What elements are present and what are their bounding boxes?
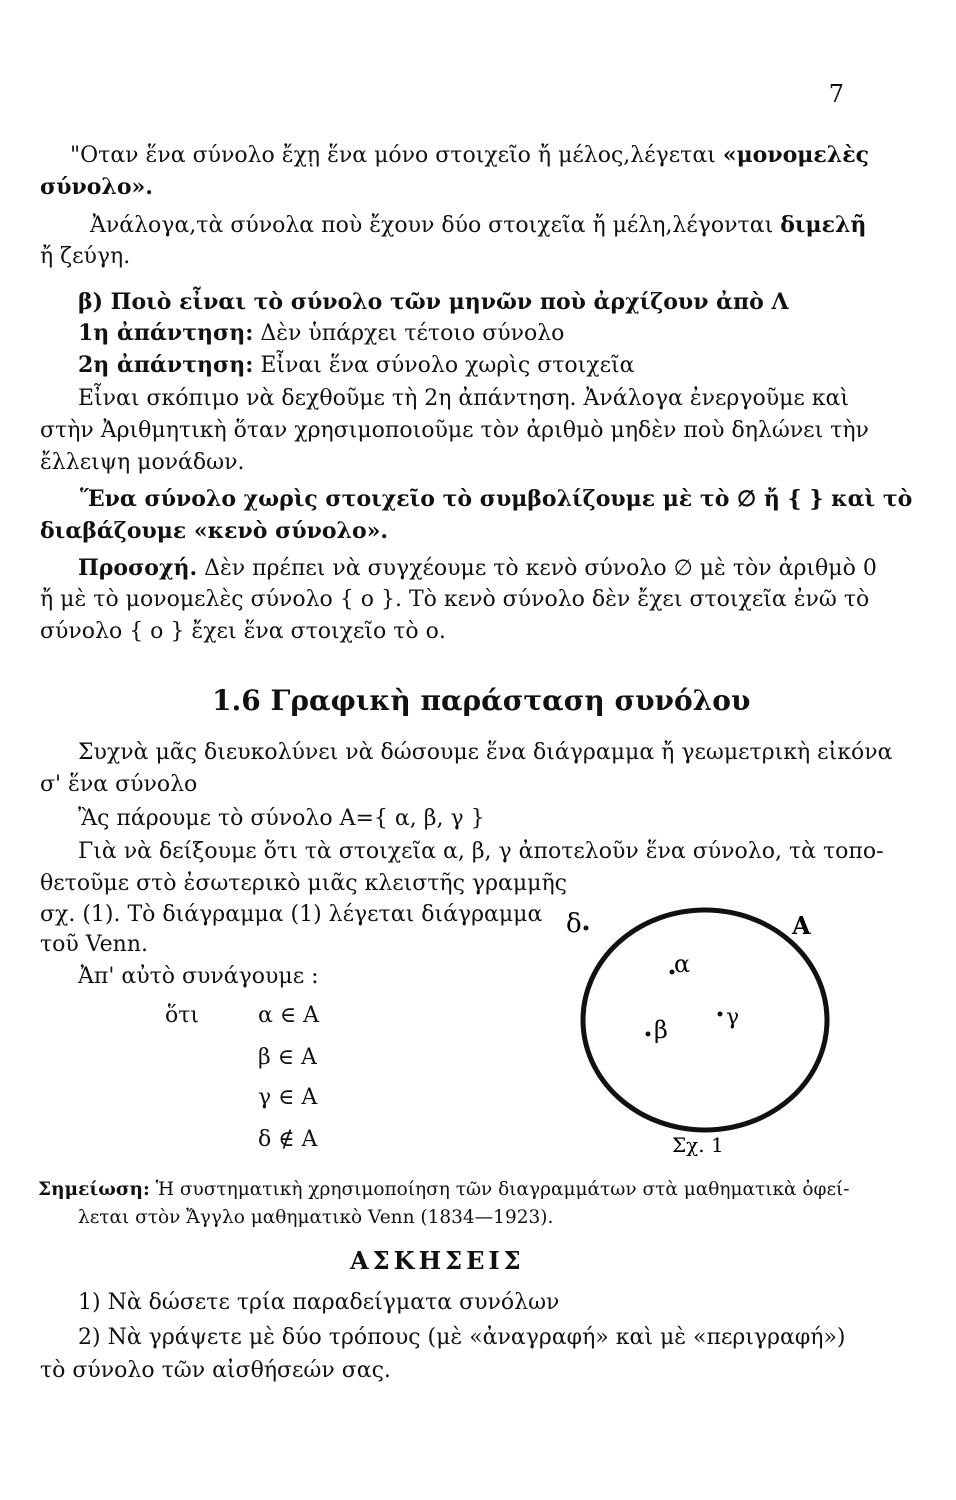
- empty-set-line-2: διαβάζουμε «κενὸ σύνολο».: [40, 518, 389, 544]
- answer-2: [78, 350, 635, 381]
- reason-line-1: Εἶναι σκόπιμο νὰ δεχθοῦμε τὴ 2η ἀπάντηση. Ἀνάλογα ἐνεργοῦμε καὶ: [78, 386, 850, 411]
- caution-line-2: ἤ μὲ τὸ μονομελὲς σύνολο { ο }. Τὸ κενὸ σύνολο δὲν ἔχει στοιχεῖα ἐνῶ τὸ: [40, 587, 870, 612]
- venn-beta: β: [654, 1016, 668, 1044]
- pair-text: Ἀνάλογα,τὰ σύνολα ποὺ ἔχουν δύο στοιχεῖα ἤ μέλη,λέγονται: [90, 213, 781, 238]
- caution-line-3: σύνολο { ο } ἔχει ἕνα στοιχεῖο τὸ ο.: [40, 619, 446, 644]
- venn-set-label: Α: [792, 911, 811, 940]
- pair-line-1: [90, 210, 866, 241]
- exercise-2-line-2: τὸ σύνολο τῶν αἰσθήσεών σας.: [40, 1358, 391, 1383]
- reason-line-2: στὴν Ἀριθμητικὴ ὅταν χρησιμοποιοῦμε τὸν ἀριθμὸ μηδὲν ποὺ δηλώνει τὴν: [40, 418, 869, 443]
- venn-caption: Σχ. 1: [672, 1133, 724, 1157]
- venn-intro-line-2: σ' ἕνα σύνολο: [40, 772, 198, 797]
- venn-dot-gamma: [718, 1012, 723, 1017]
- exercises-title: ΑΣΚΗΣΕΙΣ: [350, 1246, 525, 1275]
- section-heading: 1.6 Γραφικὴ παράσταση συνόλου: [212, 684, 751, 717]
- venn-intro-line-6: σχ. (1). Τὸ διάγραμμα (1) λέγεται διάγραμμα: [40, 902, 543, 927]
- reason-line-3: ἔλλειψη μονάδων.: [40, 450, 245, 475]
- answer-1: [78, 318, 564, 349]
- venn-diagram: [560, 900, 850, 1170]
- venn-alpha: α: [674, 950, 691, 978]
- venn-dot-delta: [584, 926, 589, 931]
- singleton-text: "Οταν ἕνα σύνολο ἔχῃ ἕνα μόνο στοιχεῖο ἤ μέλος,λέγεται: [70, 143, 723, 168]
- note-text: Ἡ συστηματικὴ χρησιμοποίηση τῶν διαγραμμάτων στὰ μαθηματικὰ ὀφεί-: [149, 1179, 850, 1200]
- singleton-line-2: σύνολο».: [40, 174, 153, 200]
- pair-term: διμελῆ: [780, 212, 867, 238]
- answer-2-label: 2η ἀπάντηση:: [78, 352, 254, 378]
- venn-intro-line-7: τοῦ Venn.: [40, 932, 149, 957]
- venn-intro-line-5: θετοῦμε στὸ ἐσωτερικὸ μιᾶς κλειστῆς γραμμῆς: [40, 871, 567, 896]
- venn-intro-line-1: Συχνὰ μᾶς διευκολύνει νὰ δώσουμε ἕνα διάγραμμα ἤ γεωμετρικὴ εἰκόνα: [78, 740, 893, 765]
- venn-outside-delta: δ: [566, 909, 582, 939]
- singleton-line-1: [70, 140, 869, 171]
- venn-dot-beta: [646, 1032, 651, 1037]
- answer-1-label: 1η ἀπάντηση:: [78, 320, 254, 346]
- question-beta: β) Ποιὸ εἶναι τὸ σύνολο τῶν μηνῶν ποὺ ἀρχίζουν ἀπὸ Λ: [78, 289, 789, 315]
- note-label: Σημείωση:: [38, 1179, 150, 1200]
- membership-alpha: α ∈ Α: [258, 1003, 320, 1028]
- singleton-term: «μονομελὲς: [722, 142, 869, 168]
- venn-gamma: γ: [726, 1005, 740, 1030]
- venn-intro-line-8: Ἀπ' αὐτὸ συνάγουμε :: [78, 964, 319, 989]
- that-word: ὅτι: [165, 1003, 200, 1028]
- venn-closed-curve: [583, 910, 827, 1130]
- membership-delta: δ ∉ Α: [258, 1127, 318, 1152]
- answer-1-text: Δὲν ὑπάρχει τέτοιο σύνολο: [253, 321, 565, 346]
- venn-intro-line-4: Γιὰ νὰ δείξουμε ὅτι τὰ στοιχεῖα α, β, γ ἀποτελοῦν ἕνα σύνολο, τὰ τοπο-: [78, 839, 884, 864]
- caution-line-1: [78, 553, 877, 584]
- venn-intro-line-3: Ἂς πάρουμε τὸ σύνολο Α={ α, β, γ }: [78, 806, 485, 831]
- pair-line-2: ἤ ζεύγη.: [40, 244, 131, 269]
- exercise-1: 1) Νὰ δώσετε τρία παραδείγματα συνόλων: [78, 1290, 560, 1315]
- membership-beta: β ∈ Α: [258, 1045, 317, 1070]
- empty-set-line-1: Ἕνα σύνολο χωρὶς στοιχεῖο τὸ συμβολίζουμε μὲ τὸ ∅ ἤ { } καὶ τὸ: [80, 486, 913, 512]
- answer-2-text: Εἶναι ἕνα σύνολο χωρὶς στοιχεῖα: [253, 353, 635, 378]
- note-line-1: [38, 1175, 850, 1205]
- caution-text: Δὲν πρέπει νὰ συγχέουμε τὸ κενὸ σύνολο ∅ μὲ τὸν ἀριθμὸ 0: [197, 556, 877, 581]
- page-number: 7: [828, 80, 844, 108]
- note-line-2: λεται στὸν Ἄγγλο μαθηματικὸ Venn (1834—1923).: [78, 1207, 554, 1228]
- membership-gamma: γ ∈ Α: [258, 1085, 318, 1110]
- caution-label: Προσοχή.: [78, 555, 198, 581]
- exercise-2-line-1: 2) Νὰ γράψετε μὲ δύο τρόπους (μὲ «ἀναγραφή» καὶ μὲ «περιγραφή»): [78, 1325, 846, 1350]
